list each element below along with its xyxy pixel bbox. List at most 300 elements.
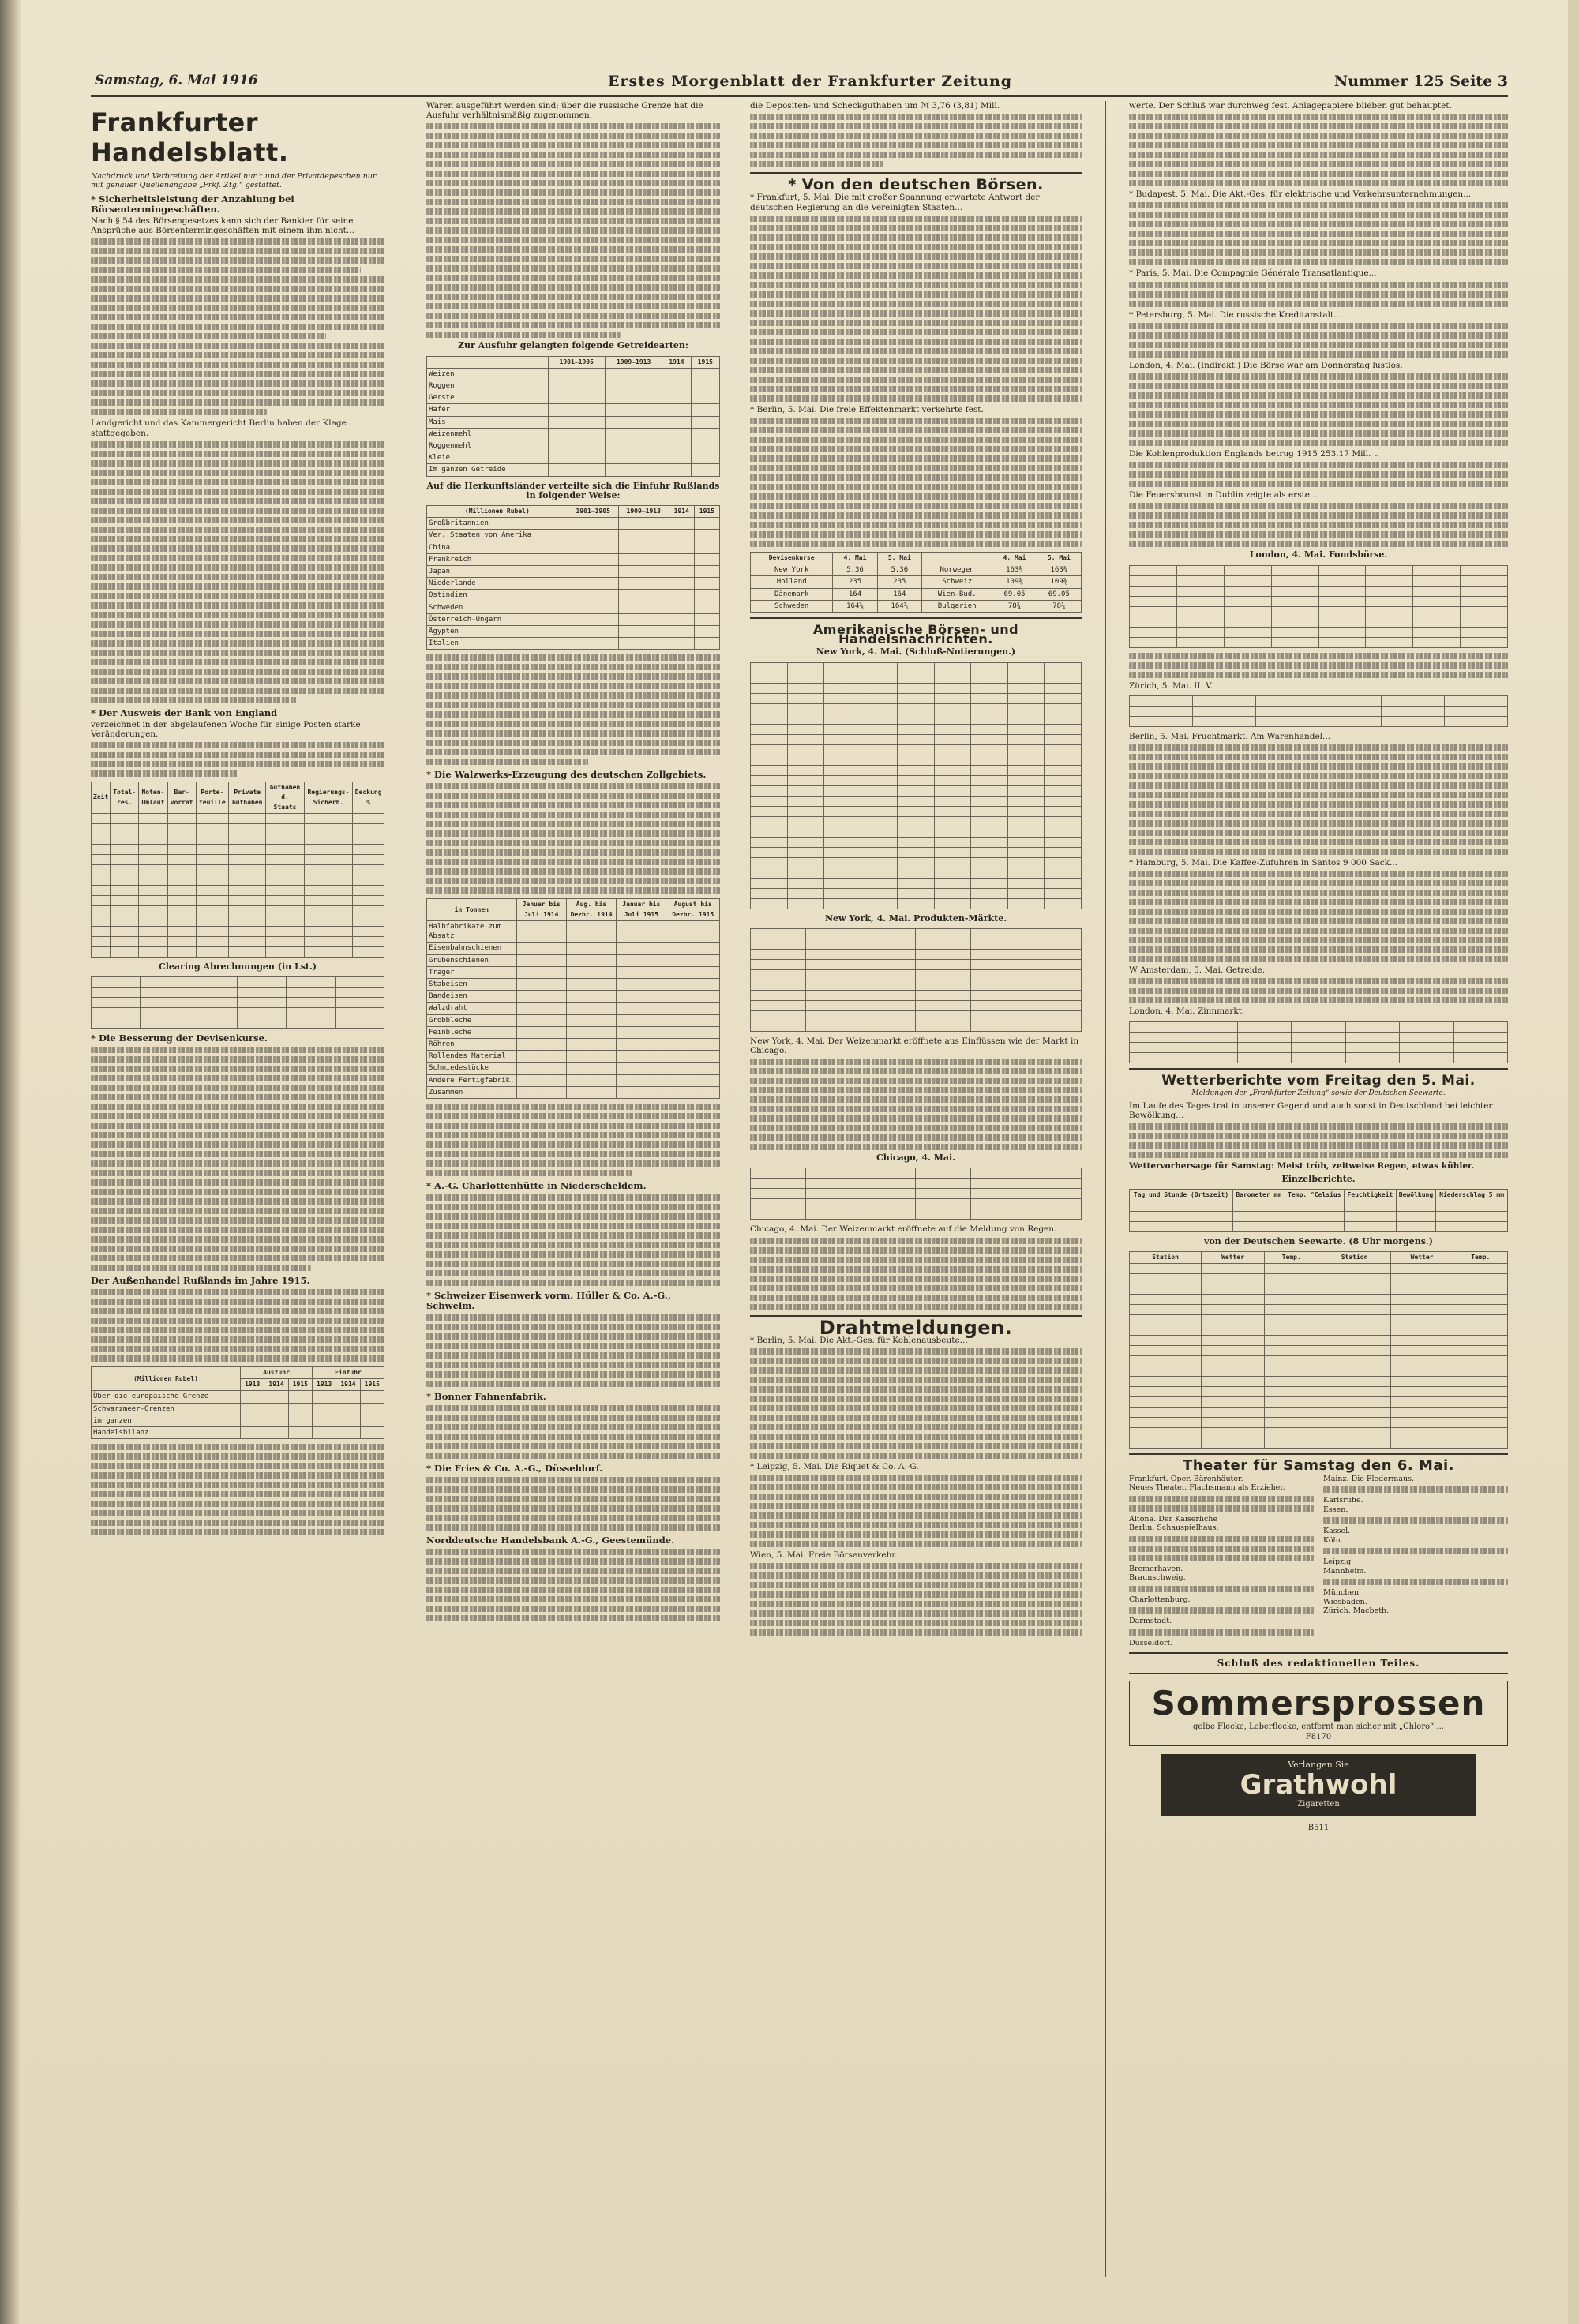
- theater-title: Theater für Samstag den 6. Mai.: [1182, 1457, 1455, 1475]
- article-lead: * Berlin, 5. Mai. Die Akt.-Ges. für Kohlenausbeute...: [750, 1335, 968, 1345]
- table-header: Private Guthaben: [229, 782, 266, 814]
- article-heading: * Sicherheitsleistung der Anzahlung bei Börsentermingeschäften.: [91, 193, 294, 215]
- table-row: [1130, 1397, 1508, 1408]
- ad-code: B511: [1307, 1824, 1330, 1833]
- table-row: [1130, 596, 1508, 606]
- table-row: [427, 542, 720, 553]
- table-header: Januar bis Juli 1914: [516, 899, 566, 920]
- table-header: [427, 356, 549, 368]
- table-row: [1130, 617, 1508, 627]
- table-row: [1130, 606, 1508, 617]
- table-cell: 235: [877, 576, 921, 588]
- table-row: [427, 991, 720, 1003]
- table-row: [427, 452, 720, 464]
- table-header: Wetter: [1390, 1252, 1453, 1264]
- masthead-date: Samstag, 6. Mai 1916: [95, 73, 258, 88]
- row-label: Roggen: [427, 380, 549, 392]
- table-cell: 5.36: [833, 564, 877, 576]
- table-header: 1915: [288, 1379, 312, 1391]
- table-row: [427, 464, 720, 476]
- table-row: [751, 1168, 1082, 1179]
- table-header: Devisenkurse: [751, 553, 833, 564]
- article-body: [750, 216, 1082, 402]
- table-row: [751, 857, 1082, 868]
- zurich-table: [1129, 695, 1508, 727]
- rolling-mill-table: [426, 898, 720, 1098]
- table-header: Januar bis Juli 1915: [617, 899, 666, 920]
- table-header: Noten-Umlauf: [139, 782, 168, 814]
- table-header: 5. Mai: [1037, 553, 1081, 564]
- theater-entry: Düsseldorf.: [1129, 1638, 1172, 1647]
- theater-entry: Köln.: [1323, 1535, 1343, 1545]
- article-lead: Berlin, 5. Mai. Fruchtmarkt. Am Warenhandel...: [1129, 731, 1331, 741]
- article-body: [1129, 114, 1508, 186]
- table-header: 5. Mai: [877, 553, 921, 564]
- article-body: [91, 238, 384, 415]
- article-heading: Norddeutsche Handelsbank A.-G., Geestemünde.: [426, 1534, 675, 1546]
- masthead: [95, 73, 1508, 93]
- ad-product: Zigaretten: [1297, 1799, 1340, 1809]
- table-row: [751, 898, 1082, 909]
- weather-forecast: Wettervorhersage für Samstag: Meist trüb, zeitweise Regen, etwas kühler.: [1129, 1161, 1475, 1171]
- table-row: [427, 590, 720, 602]
- row-label: Gerste: [427, 392, 549, 404]
- section-title: Frankfurter Handelsblatt.: [91, 107, 289, 167]
- article-heading: * Die Walzwerks-Erzeugung des deutschen Zollgebiets.: [426, 769, 707, 781]
- weather-subtitle: Meldungen der „Frankfurter Zeitung“ sowie der Deutschen Seewarte.: [1191, 1089, 1446, 1097]
- row-label: Über die europäische Grenze: [92, 1391, 241, 1403]
- table-header: Temp.: [1264, 1252, 1318, 1264]
- table-cell: Dänemark: [751, 588, 833, 600]
- article-lead: * Hamburg, 5. Mai. Die Kaffee-Zufuhren in Santos 9 000 Sack...: [1129, 858, 1397, 868]
- row-label: Träger: [427, 966, 517, 978]
- table-row: [1130, 1032, 1508, 1042]
- table-row: [1130, 695, 1508, 706]
- table-row: [751, 662, 1082, 673]
- article-body: [750, 1563, 1082, 1636]
- russia-trade-table: [91, 1366, 384, 1439]
- table-cell: Wien-Bud.: [921, 588, 992, 600]
- article-body: [1129, 202, 1508, 265]
- table-row: [427, 638, 720, 650]
- row-label: Ver. Staaten von Amerika: [427, 530, 568, 542]
- table-cell: 109⅜: [1037, 576, 1081, 588]
- column-1: [91, 101, 384, 2277]
- article-body: [426, 1549, 720, 1621]
- theater-entry: Neues Theater. Flachsmann als Erzieher.: [1129, 1483, 1285, 1493]
- article-body: [426, 1104, 720, 1176]
- article-body: [426, 783, 720, 894]
- table-header: Zeit: [92, 782, 111, 814]
- table-row: [1130, 1264, 1508, 1274]
- table-row: [751, 588, 1082, 600]
- theater-entry: Wiesbaden.: [1323, 1597, 1367, 1606]
- theater-entry: Altona. Der Kaiserliche: [1129, 1514, 1218, 1524]
- masthead-title: Erstes Morgenblatt der Frankfurter Zeitung: [608, 73, 1013, 90]
- article-heading: * Die Fries & Co. A.-G., Düsseldorf.: [426, 1462, 603, 1474]
- theater-entry: Essen.: [1323, 1505, 1348, 1514]
- row-label: Frankreich: [427, 553, 568, 565]
- theater-entry: Berlin. Schauspielhaus.: [1129, 1524, 1219, 1533]
- table-header: 1914: [662, 356, 691, 368]
- table-row: [92, 1427, 384, 1439]
- table-row: [427, 966, 720, 978]
- table-row: [92, 1391, 384, 1403]
- clearing-title: Clearing Abrechnungen (in Lst.): [158, 961, 317, 972]
- row-label: China: [427, 542, 568, 553]
- table-row: [751, 755, 1082, 765]
- table-header: 4. Mai: [833, 553, 877, 564]
- freckle-ad: [1129, 1681, 1508, 1745]
- table-row: [427, 578, 720, 590]
- theater-entry: München.: [1323, 1588, 1362, 1598]
- table-header: Barometer mm: [1232, 1189, 1285, 1201]
- single-reports-title: Einzelberichte.: [1281, 1173, 1356, 1184]
- row-label: Schwarzmeer-Grenzen: [92, 1403, 241, 1415]
- row-label: Grobbleche: [427, 1014, 517, 1026]
- table-row: [1130, 637, 1508, 647]
- table-row: [751, 959, 1082, 969]
- column-4: [1129, 101, 1508, 2277]
- table-row: [427, 626, 720, 638]
- table-cell: 69.05: [1037, 588, 1081, 600]
- article-heading: * Der Ausweis der Bank von England: [91, 707, 278, 718]
- article-lead: * Berlin, 5. Mai. Die freie Effektenmarkt verkehrte fest.: [750, 404, 984, 414]
- row-label: Handelsbilanz: [92, 1427, 241, 1439]
- table-row: [427, 1063, 720, 1074]
- theater-listing: [1129, 1475, 1508, 1648]
- table-header: Ausfuhr: [241, 1367, 313, 1379]
- table-row: [92, 926, 384, 936]
- table-header: Bewölkung: [1396, 1189, 1435, 1201]
- row-label: Ostindien: [427, 590, 568, 602]
- table-row: [751, 1179, 1082, 1189]
- table-row: [427, 553, 720, 565]
- table-row: [427, 566, 720, 578]
- table-row: [751, 785, 1082, 796]
- table-header: Regierungs-Sicherh.: [304, 782, 353, 814]
- table-row: [427, 1051, 720, 1063]
- table-title: New York, 4. Mai. Produkten-Märkte.: [824, 913, 1007, 924]
- table-row: [92, 905, 384, 916]
- table-row: [1130, 1315, 1508, 1325]
- article-paragraph: werte. Der Schluß war durchweg fest. Anlagepapiere blieben gut behauptet.: [1129, 101, 1452, 111]
- section-rule: [1129, 1453, 1508, 1455]
- article-lead: New York, 4. Mai. Der Weizenmarkt eröffnete aus Einflüssen wie der Markt in Chicago.: [750, 1036, 1079, 1056]
- article-body: [1129, 503, 1508, 547]
- editorial-end-note: Schluß des redaktionellen Teiles.: [1217, 1658, 1420, 1670]
- table-title: New York, 4. Mai. (Schluß-Notierungen.): [816, 647, 1016, 658]
- table-header: 1915: [360, 1379, 384, 1391]
- table-title: London, 4. Mai. Fondsbörse.: [1249, 549, 1388, 560]
- table-row: [751, 744, 1082, 755]
- table-header: 1913: [241, 1379, 264, 1391]
- table-row: [1130, 1438, 1508, 1449]
- table-row: [92, 1008, 384, 1018]
- ad-text: gelbe Flecke, Leberflecke, entfernt man sicher mit „Chloro“ ...: [1193, 1722, 1444, 1732]
- table-row: [427, 1074, 720, 1086]
- table-row: [1130, 565, 1508, 575]
- table-row: [92, 916, 384, 926]
- article-lead: Die Feuersbrunst in Dublin zeigte als erste...: [1129, 490, 1318, 500]
- import-origin-table: [426, 505, 720, 650]
- table-header: Bar-vorrat: [167, 782, 196, 814]
- table-row: [751, 1021, 1082, 1031]
- zinc-market-table: [1129, 1021, 1508, 1063]
- table-cell: 5.36: [877, 564, 921, 576]
- article-body: [1129, 323, 1508, 358]
- table-row: [427, 440, 720, 452]
- article-body: [1129, 871, 1508, 962]
- table-title: Auf die Herkunftsländer verteilte sich die Einfuhr Rußlands in folgender Weise:: [426, 480, 720, 500]
- article-lead: * Frankfurt, 5. Mai. Die mit großer Spannung erwartete Antwort der deutschen Regierung an die Vereinigten Staaten...: [750, 193, 1040, 212]
- masthead-rule: [91, 95, 1508, 97]
- row-label: Zusammen: [427, 1086, 517, 1098]
- table-cell: 164: [833, 588, 877, 600]
- article-body: [1129, 978, 1508, 1003]
- table-row: [1130, 1356, 1508, 1366]
- table-header: 1913: [313, 1379, 336, 1391]
- table-cell: New York: [751, 564, 833, 576]
- table-row: [1130, 1346, 1508, 1356]
- article-heading: * Bonner Fahnenfabrik.: [426, 1390, 546, 1402]
- row-label: Im ganzen Getreide: [427, 464, 549, 476]
- table-row: [92, 946, 384, 957]
- table-header: Deckung %: [353, 782, 384, 814]
- table-header: Station: [1130, 1252, 1202, 1264]
- article-body: [1129, 462, 1508, 487]
- table-cell: 69.05: [992, 588, 1037, 600]
- table-header: Einfuhr: [313, 1367, 384, 1379]
- article-lead: London, 4. Mai. (Indirekt.) Die Börse war am Donnerstag lustlos.: [1129, 360, 1403, 370]
- row-label: Stabeisen: [427, 978, 517, 990]
- page-edge: [1568, 0, 1579, 2324]
- column-3: [750, 101, 1082, 2277]
- table-row: [92, 854, 384, 864]
- table-row: [427, 404, 720, 416]
- table-row: [751, 990, 1082, 1000]
- row-label: Ägypten: [427, 626, 568, 638]
- table-row: [1130, 1325, 1508, 1336]
- binding-edge: [0, 0, 21, 2324]
- table-row: [427, 518, 720, 530]
- column-separator: [1105, 101, 1106, 2277]
- ad-brand: Grathwohl: [1240, 1768, 1397, 1801]
- table-row: [751, 765, 1082, 775]
- table-row: [1130, 1366, 1508, 1377]
- article-lead: Nach § 54 des Börsengesetzes kann sich der Bankier für seine Ansprüche aus Börsentermingeschäften mit einem ihm nicht...: [91, 216, 354, 236]
- table-row: [92, 1018, 384, 1029]
- row-label: Weizen: [427, 368, 549, 380]
- table-row: [427, 392, 720, 404]
- bank-of-england-table: [91, 782, 384, 958]
- table-row: [751, 683, 1082, 693]
- table-row: [751, 816, 1082, 827]
- table-row: [751, 806, 1082, 816]
- row-label: Röhren: [427, 1038, 517, 1050]
- section-rule: [1129, 1673, 1508, 1674]
- theater-entry: Mannheim.: [1323, 1566, 1367, 1576]
- article-body: [1129, 653, 1508, 678]
- table-row: [427, 920, 720, 942]
- article-heading: * A.-G. Charlottenhütte in Niederscheldem.: [426, 1179, 647, 1191]
- table-row: [427, 368, 720, 380]
- row-label: Niederlande: [427, 578, 568, 590]
- table-row: [751, 888, 1082, 898]
- section-heading: Drahtmeldungen.: [819, 1316, 1013, 1339]
- article-paragraph: die Depositen- und Scheckguthaben um ℳ 3,76 (3,81) Mill.: [750, 101, 1000, 111]
- table-header: 1915: [694, 506, 719, 518]
- table-row: [751, 775, 1082, 785]
- table-row: [1130, 706, 1508, 716]
- row-label: Italien: [427, 638, 568, 650]
- table-title: Zur Ausfuhr gelangten folgende Getreidearten:: [458, 340, 688, 351]
- table-cell: 163¾: [1037, 564, 1081, 576]
- row-label: Weizenmehl: [427, 428, 549, 440]
- table-row: [751, 576, 1082, 588]
- table-header: 4. Mai: [992, 553, 1037, 564]
- table-row: [751, 564, 1082, 576]
- section-rule: [750, 617, 1082, 619]
- table-cell: Schweden: [751, 600, 833, 612]
- row-label: Kleie: [427, 452, 549, 464]
- table-header: 1915: [691, 356, 719, 368]
- article-lead: * Budapest, 5. Mai. Die Akt.-Ges. für elektrische und Verkehrsunternehmungen...: [1129, 189, 1472, 200]
- table-row: [1130, 1222, 1508, 1232]
- table-row: [751, 714, 1082, 724]
- table-cell: 78¾: [992, 600, 1037, 612]
- article-paragraph: Landgericht und das Kammergericht Berlin haben der Klage stattgegeben.: [91, 418, 347, 438]
- row-label: Halbfabrikate zum Absatz: [427, 920, 517, 942]
- row-label: Schweden: [427, 602, 568, 613]
- table-header: (Millionen Rubel): [92, 1367, 241, 1391]
- ad-code: F8170: [1305, 1732, 1332, 1741]
- row-label: im ganzen: [92, 1415, 241, 1426]
- row-label: Hafer: [427, 404, 549, 416]
- clearing-table: [91, 976, 384, 1029]
- table-row: [427, 1038, 720, 1050]
- table-row: [751, 703, 1082, 714]
- table-header: 1909–1913: [618, 506, 669, 518]
- article-lead: Zürich, 5. Mai. II. V.: [1129, 680, 1213, 691]
- table-row: [1130, 1377, 1508, 1387]
- row-label: Bandeisen: [427, 991, 517, 1003]
- theater-entry: Kassel.: [1323, 1527, 1351, 1536]
- new-york-quotes-table: [750, 662, 1082, 909]
- table-cell: 78¾: [1037, 600, 1081, 612]
- table-cell: 109⅜: [992, 576, 1037, 588]
- article-body: [750, 1238, 1082, 1310]
- table-row: [92, 813, 384, 823]
- table-row: [1130, 627, 1508, 637]
- article-body: [750, 418, 1082, 547]
- table-header: Niederschlag 5 mm: [1436, 1189, 1508, 1201]
- seewarte-title: von der Deutschen Seewarte. (8 Uhr morgens.): [1204, 1236, 1433, 1247]
- table-header: Tag und Stunde (Ortszeit): [1130, 1189, 1233, 1201]
- article-body: [426, 1194, 720, 1286]
- table-cell: Holland: [751, 576, 833, 588]
- table-row: [427, 943, 720, 954]
- table-header: August bis Dezbr. 1915: [666, 899, 720, 920]
- table-row: [92, 875, 384, 885]
- theater-entry: Bremerhaven.: [1129, 1564, 1183, 1573]
- reprint-note: Nachdruck und Verbreitung der Artikel nur * und der Privatdepeschen nur mit genauer Quellenangabe „Frkf. Ztg.“ gestattet.: [91, 172, 377, 189]
- article-body: [91, 1047, 384, 1271]
- table-row: [1130, 1418, 1508, 1428]
- table-row: [427, 978, 720, 990]
- table-row: [427, 1086, 720, 1098]
- table-row: [92, 988, 384, 998]
- article-lead: Die Kohlenproduktion Englands betrug 1915 253.17 Mill. t.: [1129, 449, 1380, 459]
- article-body: [91, 742, 384, 777]
- section-heading: Amerikanische Börsen- und Handelsnachrichten.: [812, 622, 1019, 647]
- table-row: [751, 693, 1082, 703]
- london-fonds-table: [1129, 565, 1508, 648]
- article-lead: * Petersburg, 5. Mai. Die russische Kreditanstalt...: [1129, 309, 1342, 320]
- table-row: [751, 1209, 1082, 1220]
- table-cell: Schweiz: [921, 576, 992, 588]
- table-row: [1130, 1042, 1508, 1052]
- table-row: [751, 949, 1082, 959]
- table-header: Porte-feuille: [196, 782, 229, 814]
- table-row: [751, 1199, 1082, 1209]
- table-row: [751, 1189, 1082, 1199]
- table-cell: 164⅜: [877, 600, 921, 612]
- ad-pretext: Verlangen Sie: [1288, 1759, 1349, 1770]
- row-label: Andere Fertigfabrik.: [427, 1074, 517, 1086]
- article-heading: * Schweizer Eisenwerk vorm. Hüller & Co. A.-G., Schwelm.: [426, 1289, 671, 1311]
- table-row: [751, 734, 1082, 744]
- article-body: [750, 114, 1082, 167]
- article-body: [426, 654, 720, 765]
- table-cell: Bulgarien: [921, 600, 992, 612]
- article-paragraph: Waren ausgeführt werden sind; über die russische Grenze hat die Ausfuhr verhältnismäßig zugenommen.: [426, 101, 703, 121]
- table-row: [92, 895, 384, 905]
- table-header: in Tonnen: [427, 899, 517, 920]
- table-row: [427, 380, 720, 392]
- article-body: [426, 123, 720, 338]
- article-lead: W Amsterdam, 5. Mai. Getreide.: [1129, 965, 1266, 976]
- row-label: Walzdraht: [427, 1003, 517, 1014]
- table-header: 1914: [264, 1379, 288, 1391]
- article-body: [750, 1475, 1082, 1547]
- theater-entry: Frankfurt. Oper. Bärenhäuter.: [1129, 1474, 1243, 1483]
- row-label: Japan: [427, 566, 568, 578]
- article-lead: verzeichnet in der abgelaufenen Woche für einige Posten starke Veränderungen.: [91, 719, 361, 740]
- table-row: [92, 998, 384, 1008]
- article-lead: Wien, 5. Mai. Freie Börsenverkehr.: [750, 1550, 898, 1561]
- table-row: [427, 602, 720, 613]
- table-row: [751, 1000, 1082, 1010]
- table-header: 1901–1905: [548, 356, 605, 368]
- table-cell: 163¾: [992, 564, 1037, 576]
- section-rule: [750, 172, 1082, 174]
- table-row: [751, 847, 1082, 857]
- table-row: [1130, 1021, 1508, 1032]
- table-header: Temp. °Celsius: [1285, 1189, 1345, 1201]
- theater-entry: Darmstadt.: [1129, 1617, 1172, 1626]
- cigarette-ad: [1161, 1754, 1476, 1816]
- table-row: [1130, 716, 1508, 726]
- theater-entry: Braunschweig.: [1129, 1573, 1186, 1583]
- table-row: [751, 796, 1082, 806]
- table-cell: 164: [877, 588, 921, 600]
- article-lead: London, 4. Mai. Zinnmarkt.: [1129, 1006, 1245, 1017]
- row-label: Großbritannien: [427, 518, 568, 530]
- theater-entry: Karlsruhe.: [1323, 1496, 1363, 1505]
- table-row: [1130, 1295, 1508, 1305]
- table-row: [1130, 1408, 1508, 1418]
